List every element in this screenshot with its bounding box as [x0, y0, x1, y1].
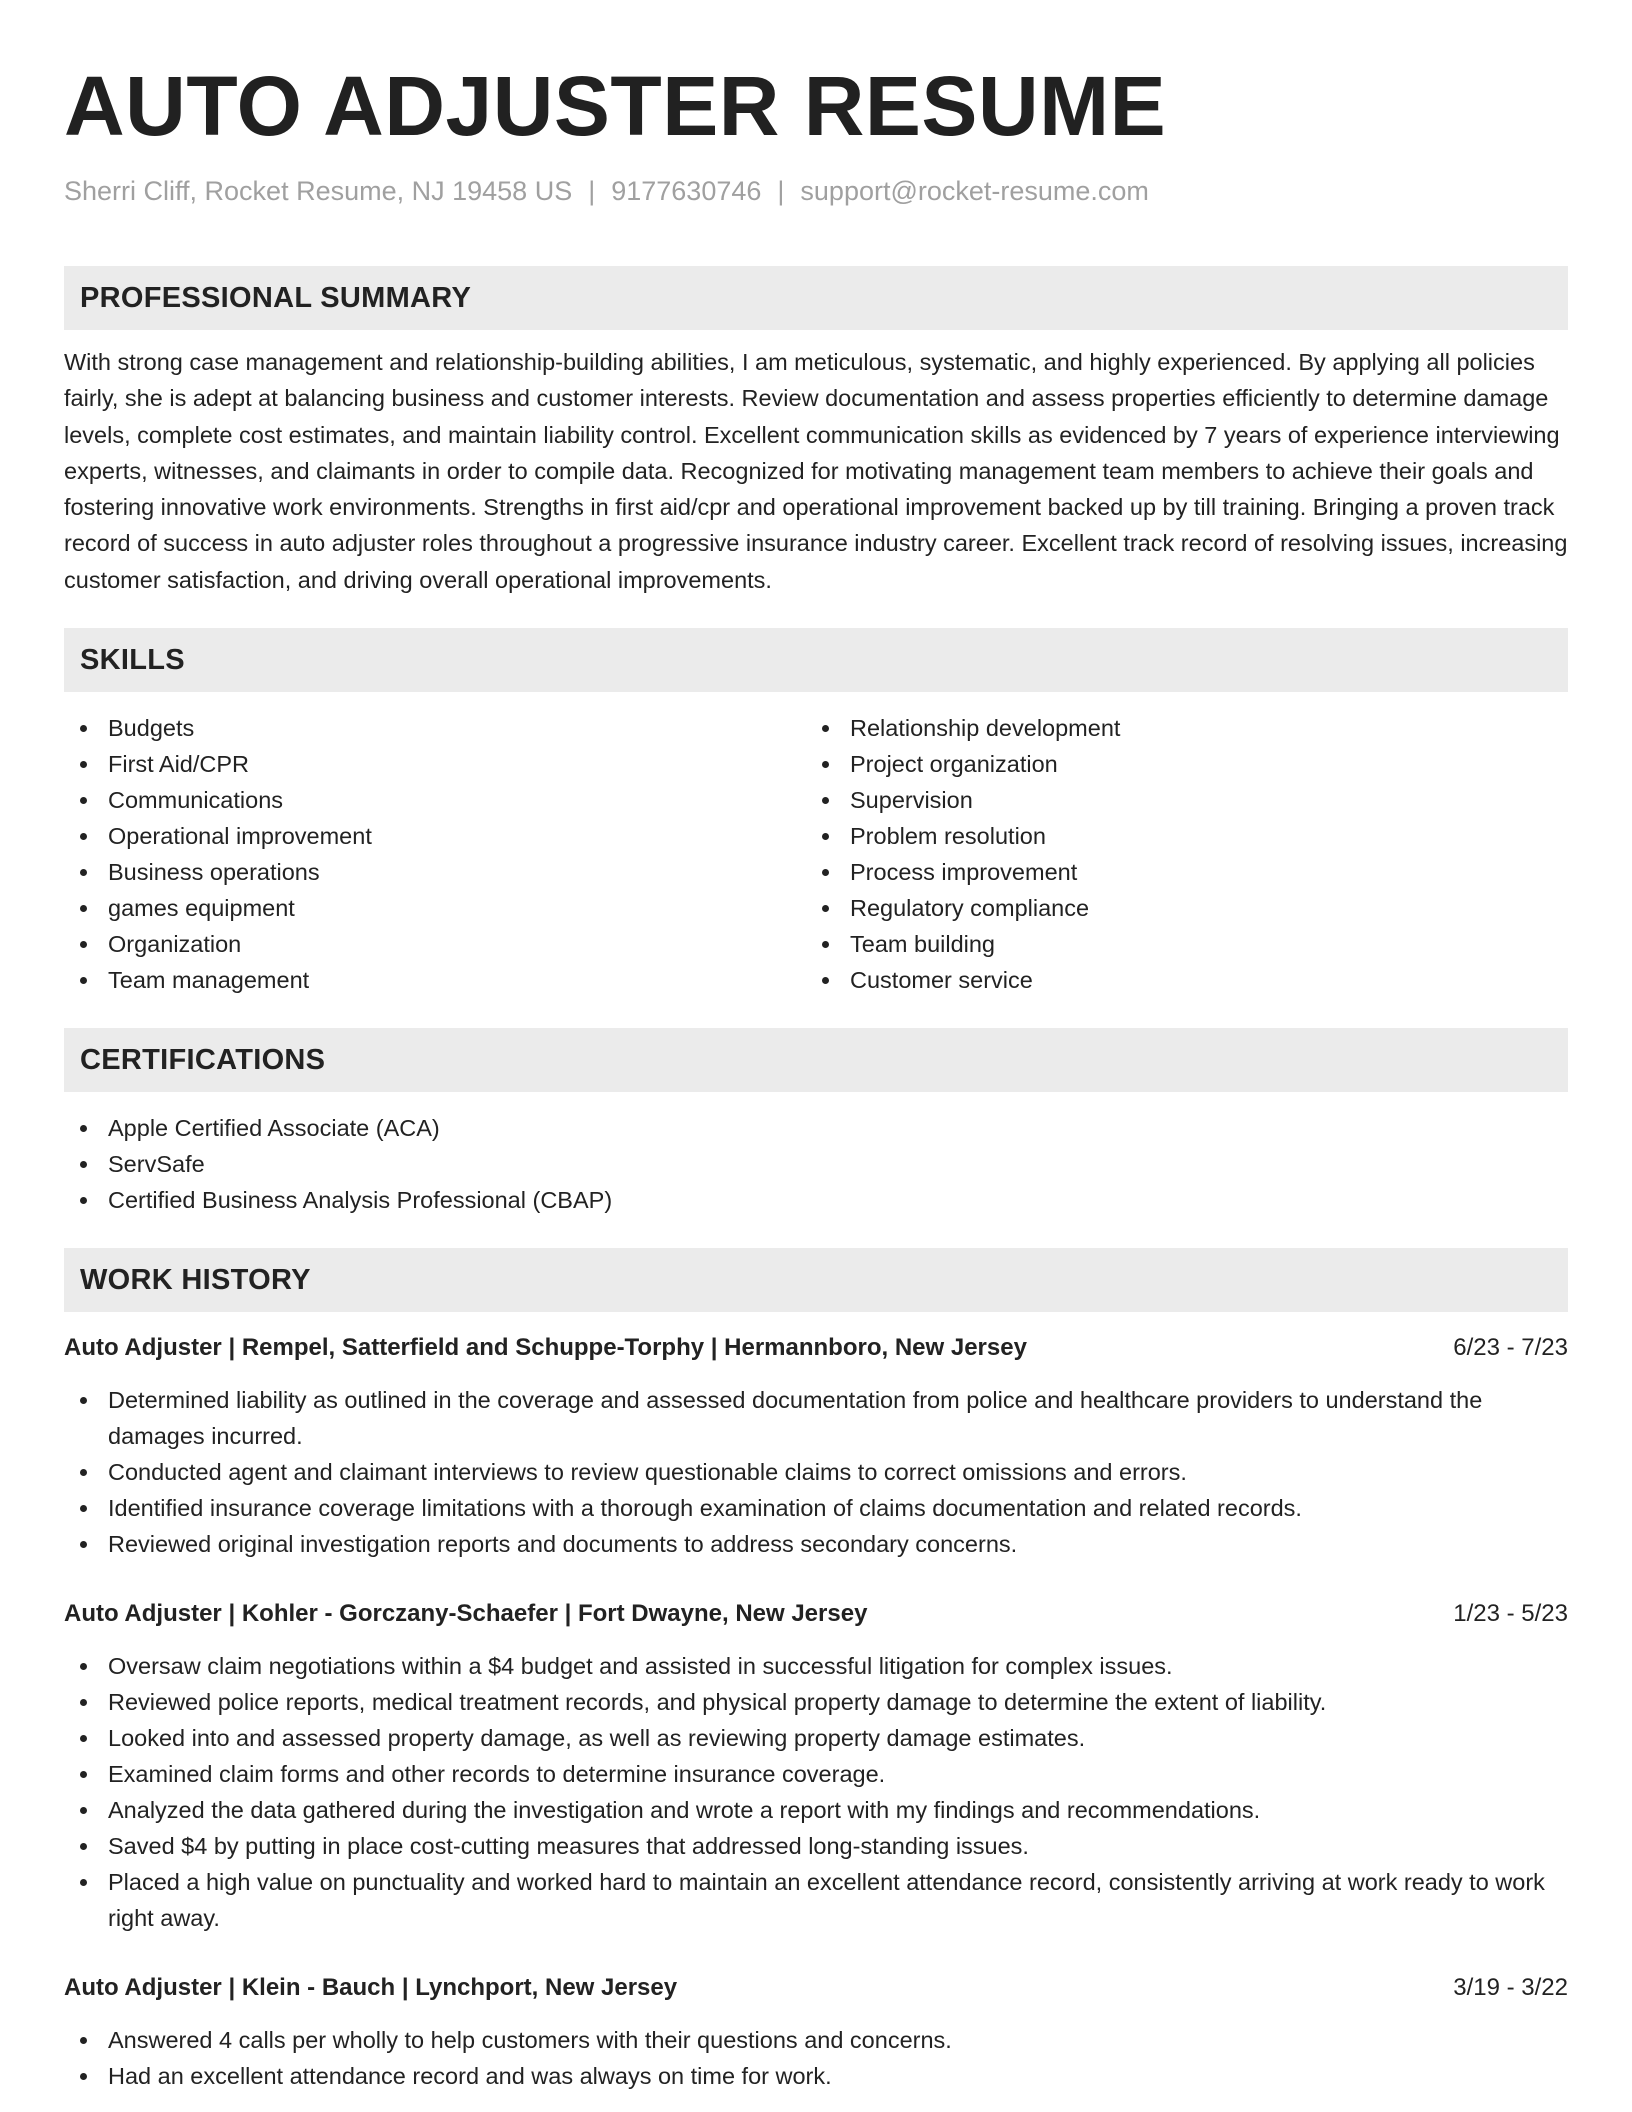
skill-item: Budgets [64, 710, 806, 746]
job-duty: Oversaw claim negotiations within a $4 budget and assisted in successful litigation for complex issues. [64, 1648, 1568, 1684]
job-duties [64, 1382, 1568, 1562]
skill-item: Relationship development [806, 710, 1548, 746]
skill-item: Team management [64, 962, 806, 998]
work-history-heading: WORK HISTORY [64, 1248, 1568, 1312]
skill-item: Customer service [806, 962, 1548, 998]
job-duty: Reviewed police reports, medical treatment records, and physical property damage to determine the extent of liability. [64, 1684, 1568, 1720]
job-duty: Determined liability as outlined in the coverage and assessed documentation from police and healthcare providers to understand the damages incurred. [64, 1382, 1568, 1454]
contact-email: support@rocket-resume.com [800, 176, 1149, 206]
job-entry [64, 1970, 1568, 2094]
job-duty: Had an excellent attendance record and was always on time for work. [64, 2058, 1568, 2094]
skills-column-right [806, 710, 1548, 998]
job-duty: Reviewed original investigation reports and documents to address secondary concerns. [64, 1526, 1568, 1562]
job-duty: Identified insurance coverage limitations with a thorough examination of claims documentation and related records. [64, 1490, 1568, 1526]
certifications-heading: CERTIFICATIONS [64, 1028, 1568, 1092]
contact-separator: | [588, 176, 596, 206]
skill-item: Communications [64, 782, 806, 818]
certifications-list [64, 1110, 1568, 1218]
skill-item: Operational improvement [64, 818, 806, 854]
job-dates: 3/19 - 3/22 [1453, 1974, 1568, 2002]
skill-item: Business operations [64, 854, 806, 890]
skill-item: Regulatory compliance [806, 890, 1548, 926]
skill-item: Problem resolution [806, 818, 1548, 854]
certification-item: Certified Business Analysis Professional (CBAP) [64, 1182, 1568, 1218]
job-header [64, 1330, 1568, 1366]
skill-item: First Aid/CPR [64, 746, 806, 782]
job-duty: Placed a high value on punctuality and worked hard to maintain an excellent attendance record, consistently arriving at work ready to work right away. [64, 1864, 1568, 1936]
job-duty: Examined claim forms and other records to determine insurance coverage. [64, 1756, 1568, 1792]
job-duty: Looked into and assessed property damage, as well as reviewing property damage estimates. [64, 1720, 1568, 1756]
contact-phone: 9177630746 [611, 176, 762, 206]
contact-line [64, 174, 1568, 208]
skill-item: Project organization [806, 746, 1548, 782]
job-dates: 1/23 - 5/23 [1453, 1600, 1568, 1628]
resume-page [64, 0, 1568, 2094]
job-header [64, 1970, 1568, 2006]
job-entry [64, 1596, 1568, 1936]
skill-item: games equipment [64, 890, 806, 926]
job-dates: 6/23 - 7/23 [1453, 1334, 1568, 1362]
skill-item: Team building [806, 926, 1548, 962]
job-duty: Analyzed the data gathered during the investigation and wrote a report with my findings and recommendations. [64, 1792, 1568, 1828]
resume-title: AUTO ADJUSTER RESUME [64, 59, 1167, 153]
skill-item: Process improvement [806, 854, 1548, 890]
skills-column-left [64, 710, 806, 998]
job-duty: Answered 4 calls per wholly to help customers with their questions and concerns. [64, 2022, 1568, 2058]
job-title: Auto Adjuster | Kohler - Gorczany-Schaefer | Fort Dwayne, New Jersey [64, 1600, 868, 1628]
certification-item: ServSafe [64, 1146, 1568, 1182]
job-header [64, 1596, 1568, 1632]
job-title: Auto Adjuster | Rempel, Satterfield and Schuppe-Torphy | Hermannboro, New Jersey [64, 1334, 1027, 1362]
job-duties [64, 1648, 1568, 1936]
job-entry [64, 1330, 1568, 1562]
contact-address: Sherri Cliff, Rocket Resume, NJ 19458 US [64, 176, 573, 206]
contact-separator: | [777, 176, 785, 206]
job-duty: Saved $4 by putting in place cost-cutting measures that addressed long-standing issues. [64, 1828, 1568, 1864]
skill-item: Supervision [806, 782, 1548, 818]
skills-list [64, 710, 1568, 998]
job-duty: Conducted agent and claimant interviews to review questionable claims to correct omissions and errors. [64, 1454, 1568, 1490]
certification-item: Apple Certified Associate (ACA) [64, 1110, 1568, 1146]
skill-item: Organization [64, 926, 806, 962]
summary-heading: PROFESSIONAL SUMMARY [64, 266, 1568, 330]
job-duties [64, 2022, 1568, 2094]
job-title: Auto Adjuster | Klein - Bauch | Lynchport, New Jersey [64, 1974, 678, 2002]
skills-heading: SKILLS [64, 628, 1568, 692]
summary-text: With strong case management and relationship-building abilities, I am meticulous, systematic, and highly experienced. By applying all policies fairly, she is adept at balancing business and customer interests. Review documentation and assess properties efficiently to determine damage levels, complete cost estimates, and maintain liability control. Excellent communication skills as evidenced by 7 years of experience interviewing experts, witnesses, and claimants in order to compile data. Recognized for motivating management team members to achieve their goals and fostering innovative work environments. Strengths in first aid/cpr and operational improvement backed up by till training. Bringing a proven track record of success in auto adjuster roles throughout a progressive insurance industry career. Excellent track record of resolving issues, increasing customer satisfaction, and driving overall operational improvements. [64, 349, 1568, 593]
